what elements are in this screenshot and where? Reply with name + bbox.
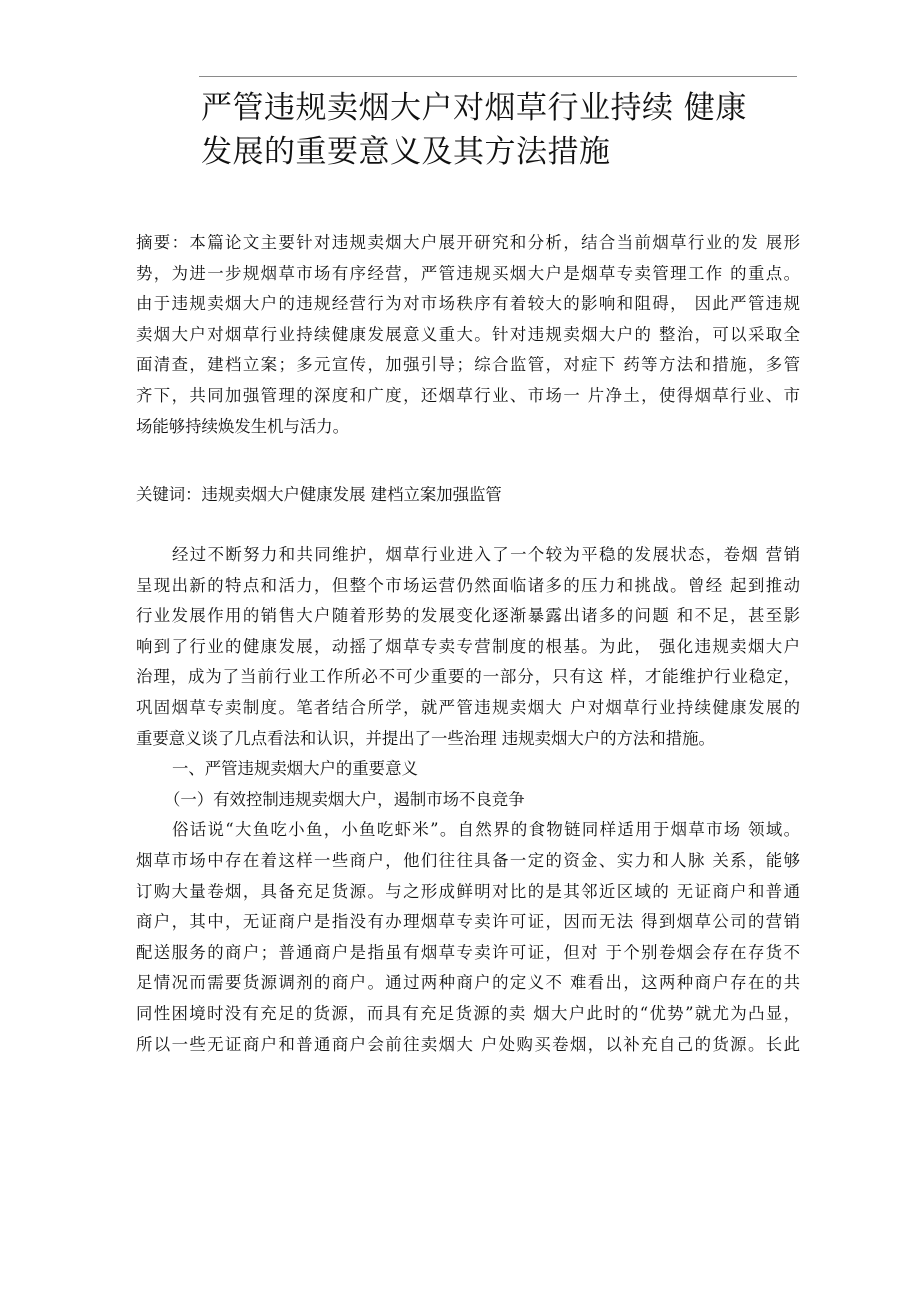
abstract-line: 摘要：本篇论文主要针对违规卖烟大户展开研究和分析，结合当前烟草行业的发 展形: [136, 233, 800, 252]
abstract-line: 场能够持续焕发生机与活力。: [136, 416, 350, 436]
abstract-line: 势，为进一步规烟草市场有序经营，严管违规买烟大户是烟草专卖管理工作 的重点。: [136, 263, 800, 283]
subsection-heading: （一）有效控制违规卖烟大户，遏制市场不良竞争: [164, 789, 525, 809]
body-line: 巩固烟草专卖制度。笔者结合所学，就严管违规卖烟大 户对烟草行业持续健康发展的: [136, 697, 800, 717]
abstract: [136, 228, 800, 442]
body-text: [136, 540, 800, 1060]
body-line: 同性困境时没有充足的货源，而具有充足货源的卖 烟大户此时的“优势”就尤为凸显，: [136, 1003, 800, 1023]
document-title: [201, 86, 801, 174]
body-line: 俗话说“大鱼吃小鱼，小鱼吃虾米”。自然界的食物链同样适用于烟草市场 领域。: [172, 820, 800, 840]
keywords: 关键词：违规卖烟大户健康发展 建档立案加强监管: [136, 485, 502, 504]
body-line: 响到了行业的健康发展，动摇了烟草专卖专营制度的根基。为此， 强化违规卖烟大户: [136, 636, 800, 656]
body-line: 治理，成为了当前行业工作所必不可少重要的一部分，只有这 样，才能维护行业稳定，: [136, 667, 800, 687]
abstract-line: 卖烟大户对烟草行业持续健康发展意义重大。针对违规卖烟大户的 整治，可以采取全: [136, 324, 800, 344]
body-line: 足情况而需要货源调剂的商户。通过两种商户的定义不 难看出，这两种商户存在的共: [136, 973, 800, 993]
body-line: 重要意义谈了几点看法和认识，并提出了一些治理 违规卖烟大户的方法和措施。: [136, 728, 715, 748]
title-line: 发展的重要意义及其方法措施: [201, 134, 611, 170]
section-heading: 一、严管违规卖烟大户的重要意义: [172, 759, 418, 779]
body-line: 所以一些无证商户和普通商户会前往卖烟大 户处购买卷烟，以补充自己的货源。长此: [136, 1034, 800, 1054]
body-line: 经过不断努力和共同维护，烟草行业进入了一个较为平稳的发展状态，卷烟 营销: [172, 545, 800, 564]
abstract-line: 由于违规卖烟大户的违规经营行为对市场秩序有着较大的影响和阻碍， 因此严管违规: [136, 294, 800, 314]
header-rule: [199, 76, 797, 77]
body-line: 商户，其中，无证商户是指没有办理烟草专卖许可证，因而无法 得到烟草公司的营销: [136, 912, 800, 932]
abstract-line: 齐下，共同加强管理的深度和广度，还烟草行业、市场一 片净土，使得烟草行业、市: [136, 385, 800, 405]
body-line: 烟草市场中存在着这样一些商户，他们往往具备一定的资金、实力和人脉 关系，能够: [136, 850, 800, 870]
body-line: 行业发展作用的销售大户随着形势的发展变化逐渐暴露出诸多的问题 和不足，甚至影: [136, 606, 800, 626]
title-line: 严管违规卖烟大户对烟草行业持续 健康: [201, 90, 747, 126]
body-line: 配送服务的商户；普通商户是指虽有烟草专卖许可证，但对 于个别卷烟会存在存货不: [136, 942, 800, 962]
body-line: 订购大量卷烟，具备充足货源。与之形成鲜明对比的是其邻近区域的 无证商户和普通: [136, 881, 800, 901]
abstract-line: 面清查，建档立案；多元宣传，加强引导；综合监管，对症下 药等方法和措施，多管: [136, 355, 800, 375]
body-line: 呈现出新的特点和活力，但整个市场运营仍然面临诸多的压力和挑战。曾经 起到推动: [136, 575, 800, 595]
